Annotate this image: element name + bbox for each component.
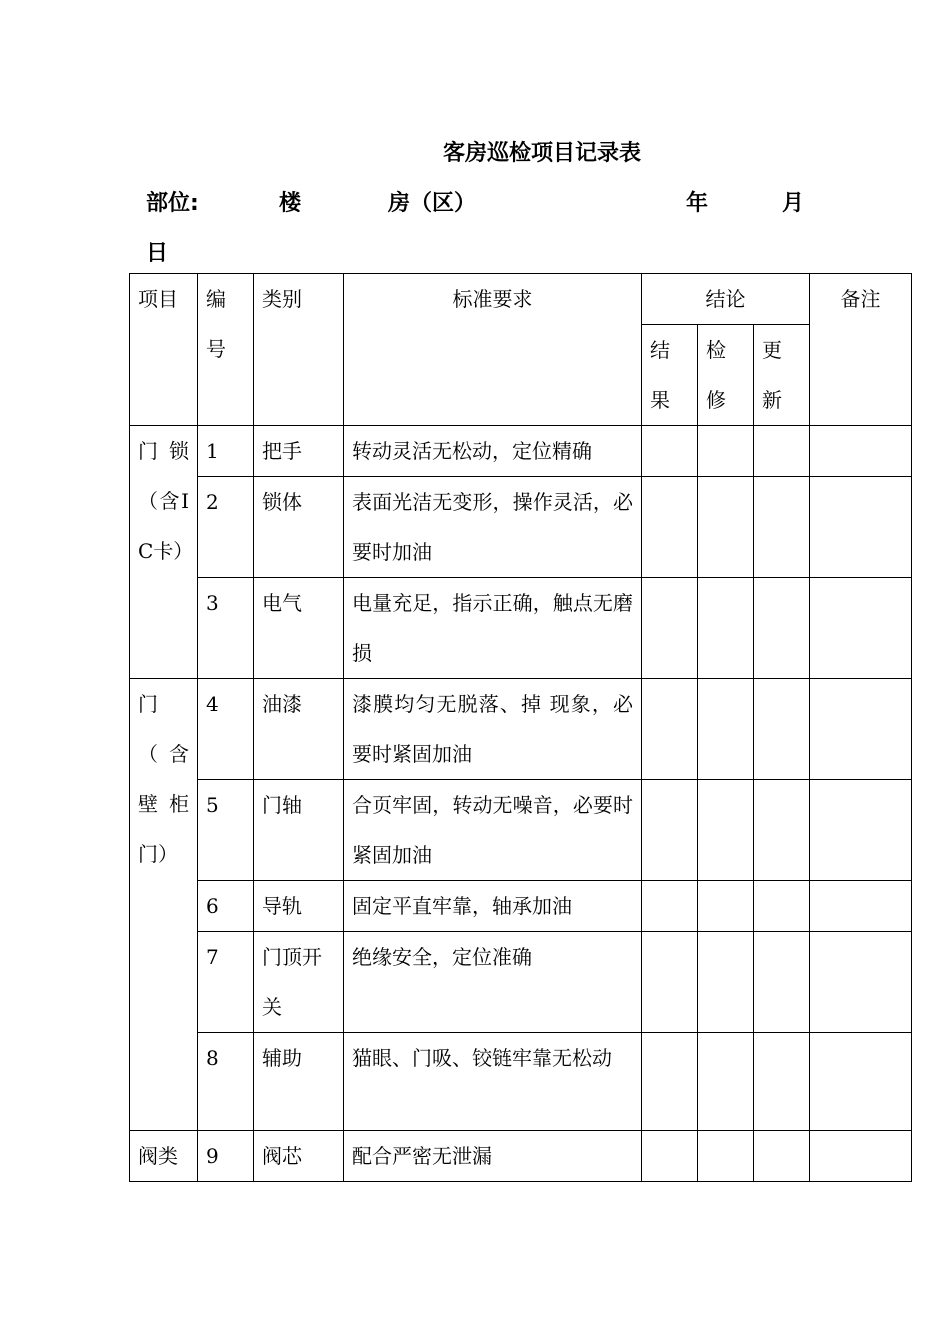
row-standard: 固定平直牢靠，轴承加油 [344, 881, 642, 932]
row-category: 导轨 [254, 881, 344, 932]
row-number: 4 [198, 679, 254, 780]
repair-cell[interactable] [698, 578, 754, 679]
renew-cell[interactable] [754, 1131, 810, 1182]
remarks-cell[interactable] [810, 1131, 912, 1182]
row-number: 3 [198, 578, 254, 679]
result-cell[interactable] [642, 1033, 698, 1131]
row-category: 电气 [254, 578, 344, 679]
table-row [130, 932, 912, 1033]
row-standard: 配合严密无泄漏 [344, 1131, 642, 1182]
row-standard: 猫眼、门吸、铰链牢靠无松动 [344, 1033, 642, 1131]
repair-cell[interactable] [698, 780, 754, 881]
page-title: 客房巡检项目记录表 [442, 141, 641, 166]
repair-cell[interactable] [698, 1033, 754, 1131]
renew-cell[interactable] [754, 578, 810, 679]
row-number: 8 [198, 1033, 254, 1131]
row-category: 油漆 [254, 679, 344, 780]
col-header-result: 结果 [642, 325, 698, 426]
row-standard: 绝缘安全，定位准确 [344, 932, 642, 1033]
inspection-table [129, 273, 912, 1182]
result-cell[interactable] [642, 1131, 698, 1182]
row-standard: 漆膜均匀无脱落、掉 现象，必要时紧固加油 [344, 679, 642, 780]
row-number: 2 [198, 477, 254, 578]
row-category: 门顶开关 [254, 932, 344, 1033]
row-number: 1 [198, 426, 254, 477]
result-cell[interactable] [642, 881, 698, 932]
day-label: 日 [146, 241, 169, 266]
renew-cell[interactable] [754, 881, 810, 932]
row-category: 辅助 [254, 1033, 344, 1131]
table-row [130, 477, 912, 578]
renew-cell[interactable] [754, 1033, 810, 1131]
month-label: 月 [782, 191, 805, 216]
col-header-repair: 检修 [698, 325, 754, 426]
remarks-cell[interactable] [810, 578, 912, 679]
remarks-cell[interactable] [810, 477, 912, 578]
result-cell[interactable] [642, 679, 698, 780]
repair-cell[interactable] [698, 477, 754, 578]
renew-cell[interactable] [754, 426, 810, 477]
table-row [130, 1131, 912, 1182]
remarks-cell[interactable] [810, 426, 912, 477]
col-header-renew: 更新 [754, 325, 810, 426]
result-cell[interactable] [642, 426, 698, 477]
row-category: 把手 [254, 426, 344, 477]
repair-cell[interactable] [698, 679, 754, 780]
room-label: 房（区） [388, 191, 477, 216]
result-cell[interactable] [642, 477, 698, 578]
row-number: 6 [198, 881, 254, 932]
repair-cell[interactable] [698, 426, 754, 477]
table-row [130, 1033, 912, 1131]
repair-cell[interactable] [698, 1131, 754, 1182]
repair-cell[interactable] [698, 932, 754, 1033]
row-standard: 表面光洁无变形，操作灵活，必要时加油 [344, 477, 642, 578]
result-cell[interactable] [642, 780, 698, 881]
col-header-conclusion: 结论 [642, 274, 810, 325]
row-number: 7 [198, 932, 254, 1033]
table-row [130, 679, 912, 780]
table-row [130, 780, 912, 881]
row-standard: 转动灵活无松动，定位精确 [344, 426, 642, 477]
header-row [130, 274, 912, 325]
row-standard: 合页牢固，转动无噪音，必要时紧固加油 [344, 780, 642, 881]
renew-cell[interactable] [754, 477, 810, 578]
row-category: 门轴 [254, 780, 344, 881]
repair-cell[interactable] [698, 881, 754, 932]
floor-label: 楼 [279, 191, 302, 216]
group-cell: 门（含壁柜门） [130, 679, 198, 1131]
col-header-remarks: 备注 [810, 274, 912, 426]
group-cell: 门锁（含IC卡） [130, 426, 198, 679]
year-label: 年 [686, 191, 709, 216]
remarks-cell[interactable] [810, 881, 912, 932]
result-cell[interactable] [642, 578, 698, 679]
table-row [130, 426, 912, 477]
renew-cell[interactable] [754, 679, 810, 780]
row-standard: 电量充足，指示正确，触点无磨损 [344, 578, 642, 679]
row-number: 5 [198, 780, 254, 881]
row-number: 9 [198, 1131, 254, 1182]
col-header-category: 类别 [254, 274, 344, 426]
table-row [130, 578, 912, 679]
row-category: 阀芯 [254, 1131, 344, 1182]
col-header-standard: 标准要求 [344, 274, 642, 426]
col-header-item: 项目 [130, 274, 198, 426]
remarks-cell[interactable] [810, 1033, 912, 1131]
location-label: 部位: [146, 191, 199, 216]
row-category: 锁体 [254, 477, 344, 578]
renew-cell[interactable] [754, 780, 810, 881]
col-header-number: 编号 [198, 274, 254, 426]
remarks-cell[interactable] [810, 780, 912, 881]
table-row [130, 881, 912, 932]
remarks-cell[interactable] [810, 679, 912, 780]
result-cell[interactable] [642, 932, 698, 1033]
remarks-cell[interactable] [810, 932, 912, 1033]
group-cell: 阀类 [130, 1131, 198, 1182]
renew-cell[interactable] [754, 932, 810, 1033]
